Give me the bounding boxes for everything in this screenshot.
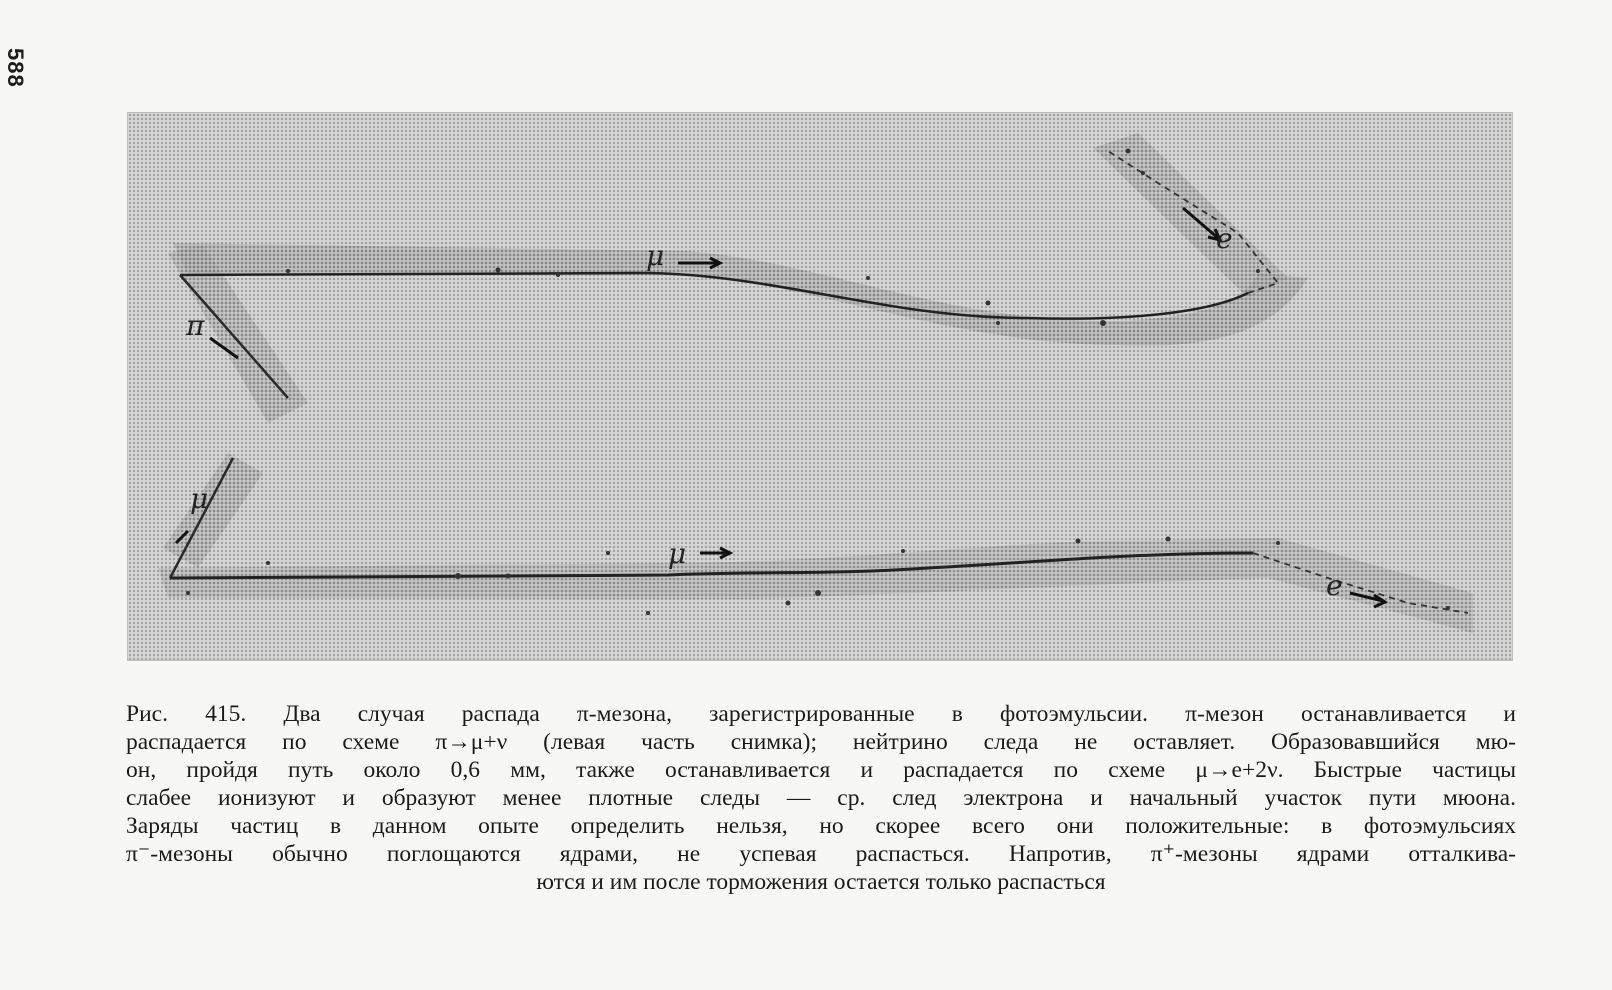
- caption-line: ются и им после торможения остается только распасться: [536, 869, 1106, 895]
- figure-caption: [126, 700, 1516, 896]
- caption-line: распадается по схеме π→μ+ν (левая часть снимка); нейтрино следа не оставляет. Образовавшийся мю-: [126, 729, 1516, 755]
- caption-line: Заряды частиц в данном опыте определить нельзя, но скорее всего они положительные: в фотоэмульсиях: [126, 813, 1516, 839]
- label-electron-bottom: e: [1326, 569, 1343, 602]
- caption-line: Рис. 415. Два случая распада π-мезона, зарегистрированные в фотоэмульсии. π-мезон останавливается и: [126, 701, 1516, 727]
- label-muon-bottom: μ: [668, 537, 687, 570]
- caption-line: слабее ионизуют и образуют менее плотные следы — ср. след электрона и начальный участок пути мюона.: [126, 785, 1516, 811]
- page-number: 588: [3, 48, 28, 88]
- label-muon-left: μ: [190, 482, 209, 515]
- label-electron-top: e: [1216, 222, 1233, 255]
- caption-line: он, пройдя путь около 0,6 мм, также останавливается и распадается по схеме μ→e+2ν. Быстрые частицы: [126, 757, 1516, 783]
- caption-line: π⁻-мезоны обычно поглощаются ядрами, не успевая распасться. Напротив, π⁺-мезоны ядрами отталкива-: [126, 841, 1516, 867]
- emulsion-photograph: [127, 112, 1513, 661]
- label-muon-top: μ: [646, 239, 665, 272]
- label-pion: π: [186, 309, 205, 342]
